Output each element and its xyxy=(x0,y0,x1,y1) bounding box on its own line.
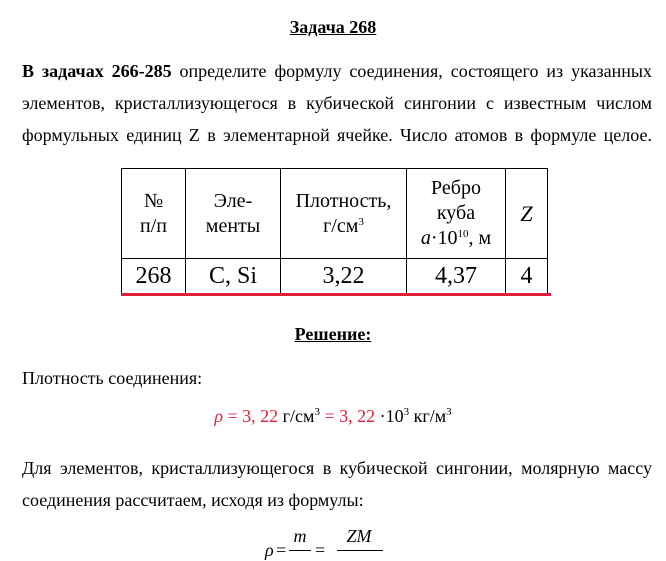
formula2-numerator-1: m xyxy=(293,526,307,546)
intro-line-1-rest: определите формулу соединения, состоящего из указанных xyxy=(171,61,652,81)
table-row xyxy=(122,259,548,295)
paragraph-2-line-1: Для элементов, кристаллизующегося в кубической сингонии, молярную массу xyxy=(22,458,652,478)
red-underline xyxy=(121,293,551,296)
header-edge-unit: , м xyxy=(468,227,492,249)
formula2-fraction-bar-2 xyxy=(337,550,383,551)
intro-bold-lead: В задачах 266-285 xyxy=(22,61,172,81)
cell-z: 4 xyxy=(506,259,548,295)
density-multiplier: ·10 xyxy=(379,406,404,426)
header-edge xyxy=(407,169,506,259)
intro-line-2: элементов, кристаллизующегося в кубической сингонии с известным числом xyxy=(22,93,652,113)
header-edge-mult: ·10 xyxy=(430,227,458,249)
cell-density: 3,22 xyxy=(281,259,407,295)
density-value-2: = 3, 22 xyxy=(319,406,380,426)
header-density xyxy=(281,169,407,259)
cell-elements: C, Si xyxy=(186,259,281,295)
density-unit-1: г/см xyxy=(282,406,315,426)
cell-edge: 4,37 xyxy=(407,259,506,295)
paragraph-2-line-2: соединения рассчитаем, исходя из формулы: xyxy=(22,490,364,510)
formula2-eq: = xyxy=(276,540,287,560)
cell-num: 268 xyxy=(122,259,186,295)
header-density-exp: 3 xyxy=(358,215,364,228)
data-table xyxy=(121,168,548,295)
header-edge-exp: 10 xyxy=(457,228,469,240)
intro-line-3: формульных единиц Z в элементарной ячейке. Число атомов в формуле целое. xyxy=(22,125,652,145)
intro-line-1 xyxy=(22,55,652,87)
header-density-unit: г/см xyxy=(323,214,359,237)
header-num-line1: № xyxy=(143,189,164,212)
density-unit-1-exp: 3 xyxy=(314,406,320,418)
header-elements-line1: Эле- xyxy=(213,189,253,212)
density-unit-2-exp: 3 xyxy=(446,406,452,418)
formula2-rho: ρ xyxy=(265,540,274,560)
header-density-line1: Плотность, xyxy=(295,189,392,212)
density-label: Плотность соединения: xyxy=(22,368,203,388)
header-elements xyxy=(186,169,281,259)
density-formula xyxy=(0,406,666,427)
header-num xyxy=(122,169,186,259)
header-edge-symbol: a xyxy=(420,227,431,249)
header-num-line2: п/п xyxy=(140,214,167,237)
header-edge-line2: куба xyxy=(436,202,476,224)
molar-mass-formula xyxy=(265,526,405,560)
header-elements-line2: менты xyxy=(205,214,261,237)
task-title: Задача 268 xyxy=(289,17,377,37)
header-edge-line1: Ребро xyxy=(431,177,481,199)
table-header-row xyxy=(122,169,548,259)
formula2-fraction-bar-1 xyxy=(289,550,311,551)
density-unit-2: кг/м xyxy=(409,406,447,426)
rho-symbol: ρ xyxy=(214,406,224,426)
solution-title: Решение: xyxy=(294,324,372,344)
density-multiplier-exp: 3 xyxy=(403,406,410,418)
header-z: Z xyxy=(506,169,548,259)
density-value-1: = 3, 22 xyxy=(223,406,283,426)
formula2-numerator-2: ZM xyxy=(346,526,372,546)
formula2-eq-2: = xyxy=(315,540,326,560)
